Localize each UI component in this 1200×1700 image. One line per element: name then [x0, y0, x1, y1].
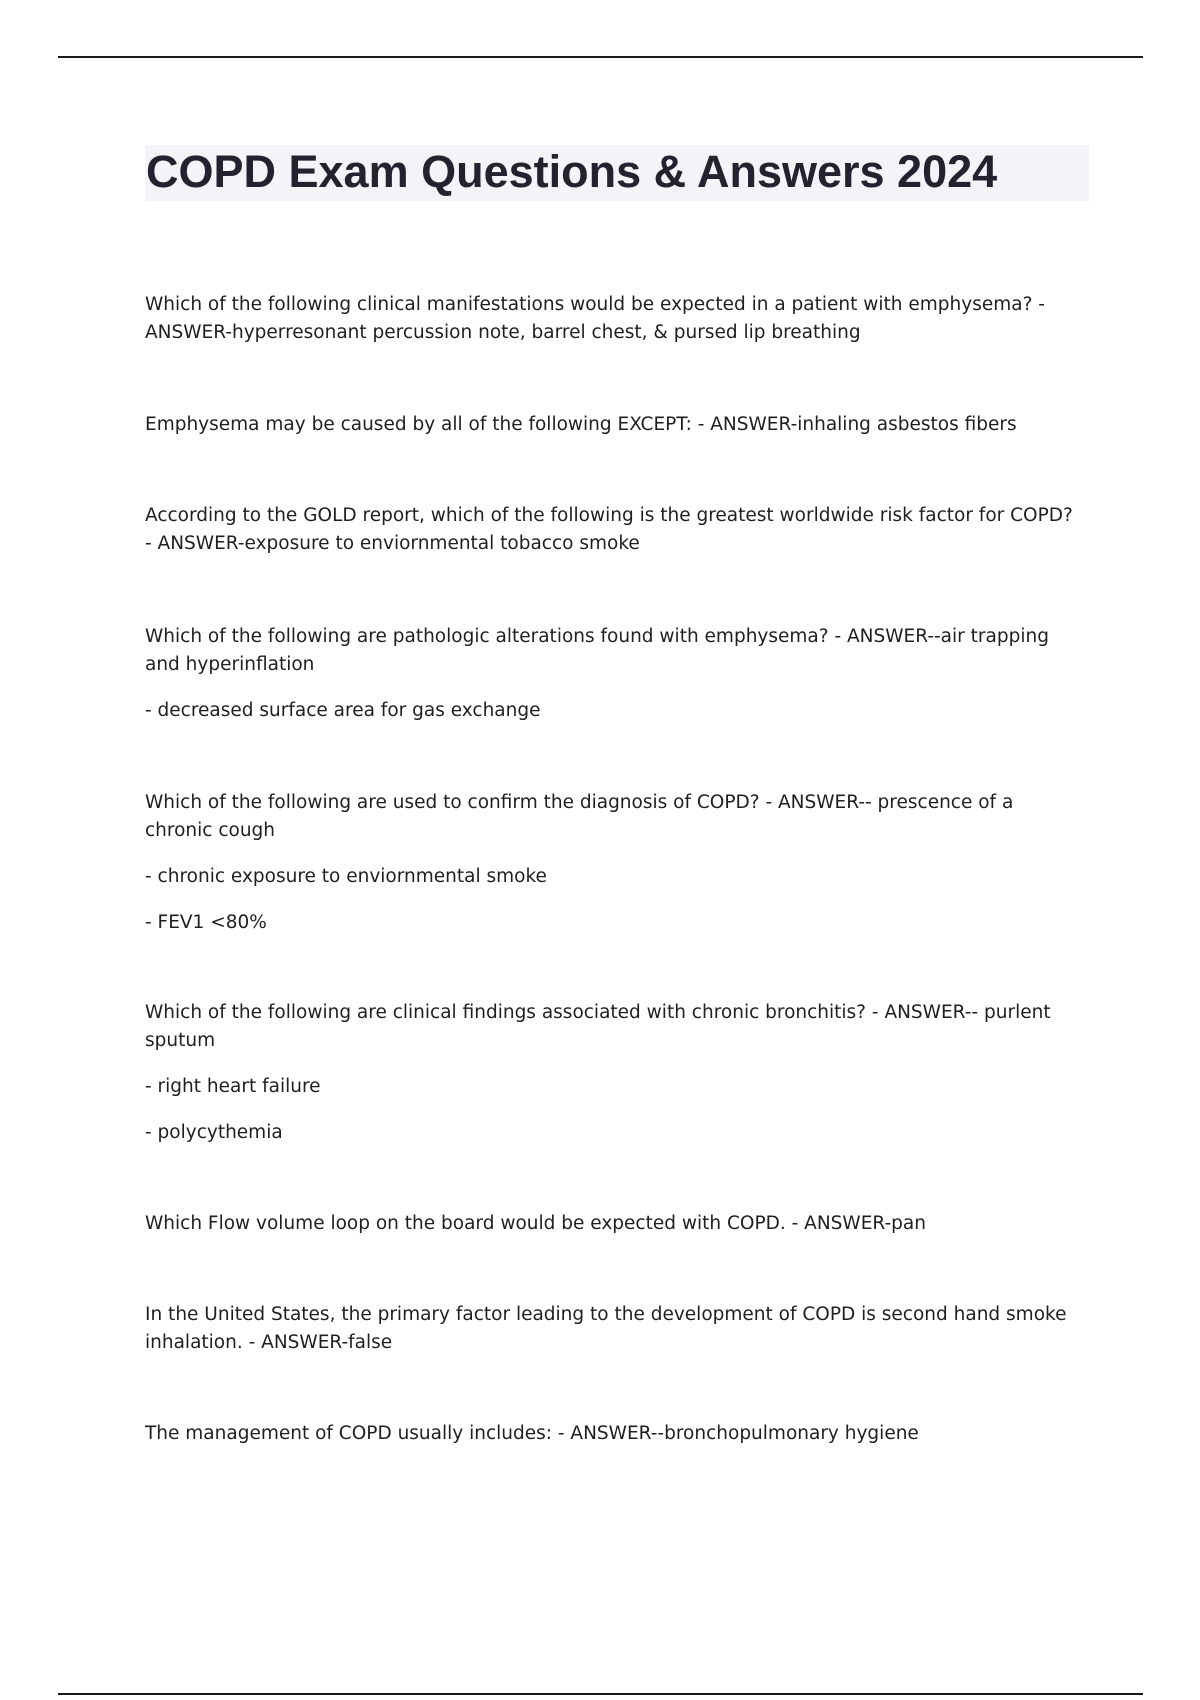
- bottom-rule: [58, 1693, 1143, 1695]
- qa-text: Which of the following are clinical findings associated with chronic bronchitis? - ANSWER-- purlent sputum: [145, 1002, 1051, 1051]
- qa-text: Which of the following are used to confirm the diagnosis of COPD? - ANSWER-- prescence of a chronic cough: [145, 792, 1014, 841]
- qa-text: According to the GOLD report, which of the following is the greatest worldwide risk factor for COPD? - ANSWER-exposure to enviornmental tobacco smoke: [145, 505, 1073, 554]
- qa-subitem: - decreased surface area for gas exchange: [145, 700, 541, 721]
- qa-subitem: - polycythemia: [145, 1122, 283, 1143]
- qa-item-5: [145, 789, 1075, 937]
- qa-item-4: [145, 623, 1075, 725]
- qa-item-1: [145, 291, 1075, 347]
- qa-subitem: - chronic exposure to enviornmental smoke: [145, 866, 547, 887]
- qa-text: The management of COPD usually includes: - ANSWER--bronchopulmonary hygiene: [145, 1423, 919, 1444]
- page-title: COPD Exam Questions & Answers 2024: [146, 146, 998, 197]
- qa-item-6: [145, 999, 1075, 1147]
- qa-subitem: - right heart failure: [145, 1076, 321, 1097]
- qa-text: Emphysema may be caused by all of the following EXCEPT: - ANSWER-inhaling asbestos fibers: [145, 414, 1017, 435]
- qa-text: Which of the following clinical manifestations would be expected in a patient with emphysema? - ANSWER-hyperresonant percussion note, barrel chest, & pursed lip breathing: [145, 294, 1045, 343]
- qa-text: In the United States, the primary factor leading to the development of COPD is second hand smoke inhalation. - ANSWER-false: [145, 1304, 1067, 1353]
- qa-item-3: [145, 502, 1075, 558]
- qa-text: Which of the following are pathologic alterations found with emphysema? - ANSWER--air trapping and hyperinflation: [145, 626, 1049, 675]
- qa-item-8: [145, 1301, 1075, 1357]
- qa-subitem: - FEV1 <80%: [145, 912, 267, 933]
- qa-item-9: [145, 1420, 1075, 1448]
- qa-item-2: [145, 411, 1075, 439]
- qa-text: Which Flow volume loop on the board would be expected with COPD. - ANSWER-pan: [145, 1213, 926, 1234]
- qa-item-7: [145, 1210, 1075, 1238]
- top-rule: [58, 56, 1143, 58]
